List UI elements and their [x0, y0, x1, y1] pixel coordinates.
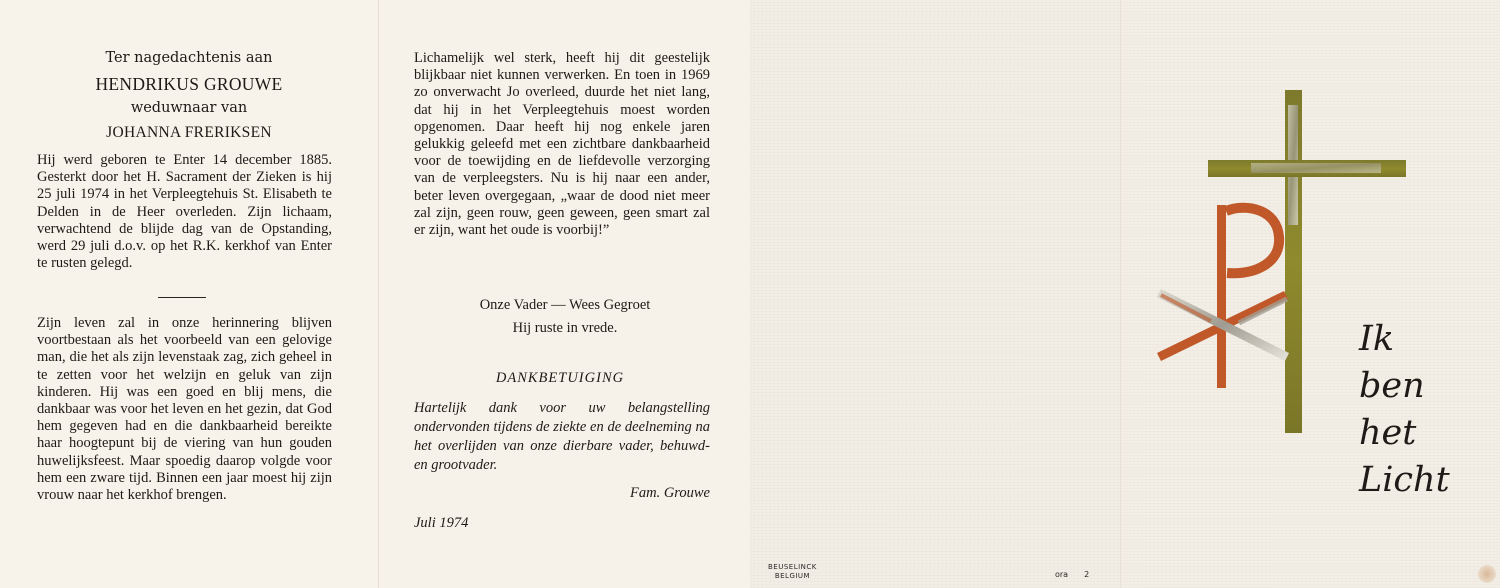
- rest-in-peace: Hij ruste in vrede.: [512, 320, 618, 336]
- deceased-name: HENDRIKUS GROUWE: [95, 74, 283, 94]
- script-line-3: het: [1359, 413, 1417, 453]
- family-signature: Fam. Grouwe: [629, 485, 710, 501]
- thanks-heading: DANKBETUIGING: [495, 370, 625, 386]
- divider-rule: [158, 297, 206, 298]
- series-mark: [1055, 570, 1089, 579]
- series-number: 2: [1084, 570, 1090, 579]
- rho-stem: [1217, 205, 1226, 388]
- script-line-1: Ik: [1359, 319, 1395, 359]
- rho-loop: [1226, 208, 1279, 273]
- script-line-2: ben: [1359, 366, 1425, 406]
- card-date: Juli 1974: [414, 515, 469, 531]
- printer-mark: [768, 563, 817, 581]
- card-panel-left: [0, 0, 378, 588]
- printer-name: BEUSELINCK: [768, 563, 817, 571]
- relation-label: weduwnaar van: [130, 100, 248, 116]
- remembrance-paragraph: Zijn leven zal in onze herinnering blijven voortbestaan als het voorbeeld van een gelovige man, die het als zijn levenstaak zag, zich geheel in te zetten voor het welzijn en geluk van zijn kinderen. Hij was een goed en blij mens, die dankbaar was voor het leven en het gezin, dat God hem gegeven had en die dankbaarheid bereikte haar hoogtepunt bij de viering van hun gouden huwelijksfeest. Maar spoedig daarop volgde voor hem een zware tijd. Binnen een jaar moest hij zijn vrouw naar het kerkhof brengen.: [37, 315, 332, 504]
- printer-country: BELGIUM: [774, 572, 811, 580]
- prayers-line: Onze Vader — Wees Gegroet: [479, 297, 651, 313]
- card-panel-front: [1120, 0, 1500, 588]
- paper-stain: [1478, 565, 1496, 583]
- script-line-4: Licht: [1359, 460, 1450, 500]
- spouse-name: JOHANNA FRERIKSEN: [106, 124, 272, 141]
- card-panel-inner: [378, 0, 750, 588]
- card-panel-back: [750, 0, 1120, 588]
- in-memory-of: Ter nagedachtenis aan: [105, 50, 273, 66]
- series-label: ora: [1055, 570, 1069, 579]
- biography-paragraph: Hij werd geboren te Enter 14 december 1885. Gesterkt door het H. Sacrament der Zieken is hij 25 juli 1974 in het Verpleegtehuis St. Elisabeth te Delden in de Heer overleden. Zijn lichaam, verwachtend de blijde dag van de Opstanding, werd 29 juli d.o.v. op het R.K. kerkhof van Enter te rusten gelegd.: [37, 152, 332, 272]
- title-script: [1353, 316, 1463, 504]
- thanks-text: Hartelijk dank voor uw belangstelling ondervonden tijdens de ziekte en de deelneming na het overlijden van onze dierbare vader, behuwd- en grootvader.: [414, 400, 710, 473]
- later-life-paragraph: Lichamelijk wel sterk, heeft hij dit geestelijk blijkbaar niet kunnen verwerken. En toen in 1969 zo onverwacht Jo overleed, duurde het niet lang, dat hij in het Verpleegtehuis moest worden opgenomen. Daar heeft hij nog enkele jaren gelukkig geleefd met een zichtbare dankbaarheid voor de toewijding en de liefdevolle verzorging van de verpleegsters. Nu is hij naar een ander, beter leven overgegaan, „waar de dood niet meer zal zijn, geen rouw, geen geween, geen smart zal er zijn, want het oude is voorbij!”: [414, 50, 710, 239]
